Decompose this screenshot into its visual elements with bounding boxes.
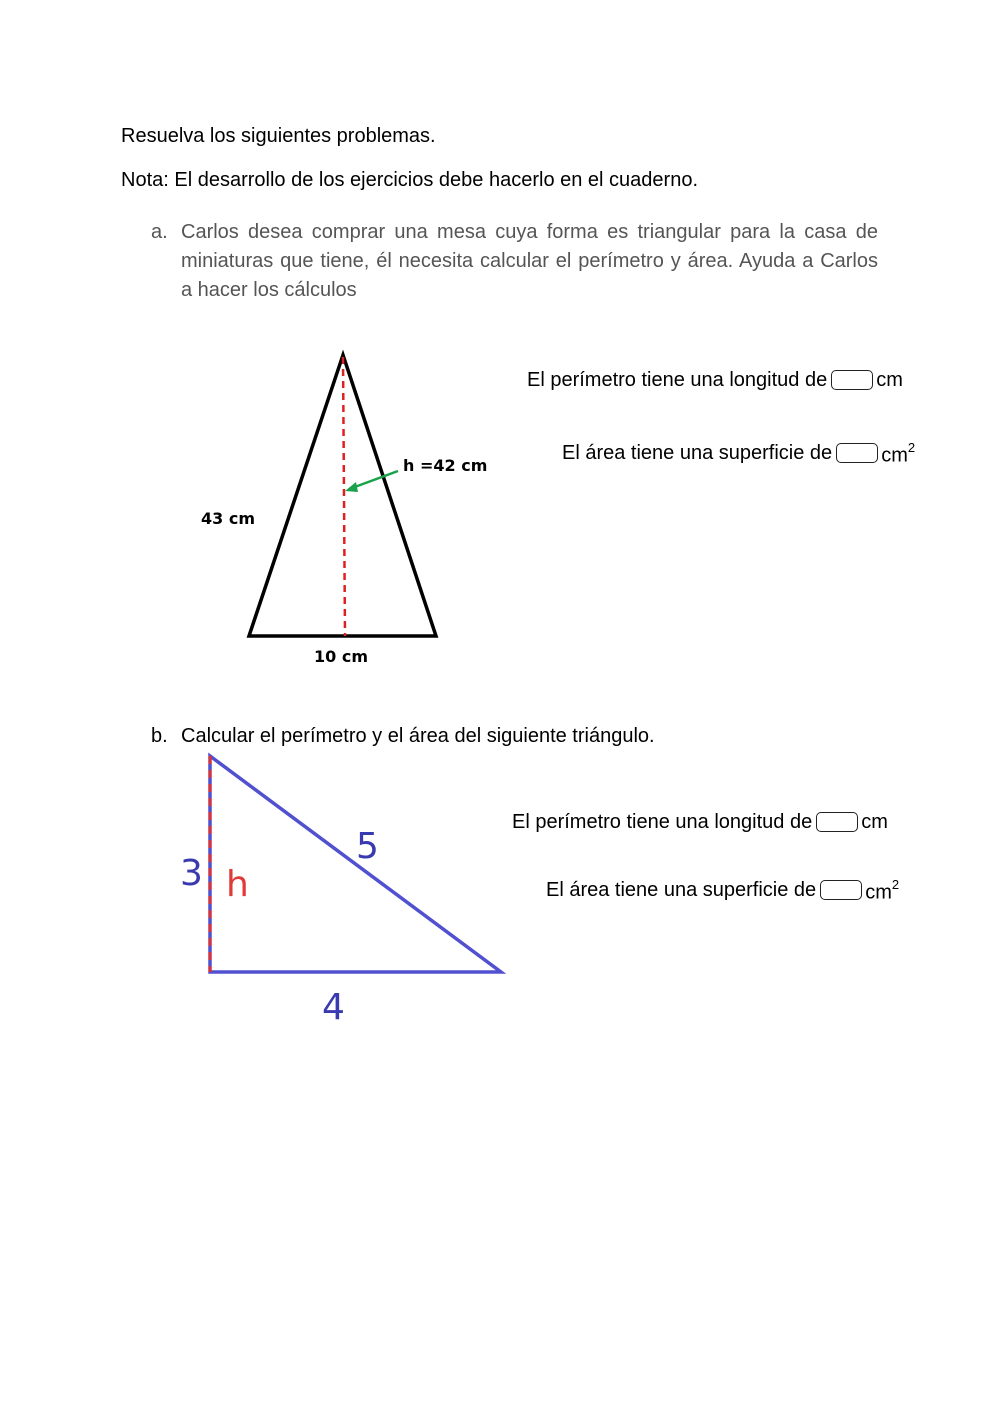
height-arrow	[352, 471, 398, 488]
problem-a-marker: a.	[151, 221, 168, 243]
problem-a-text: Carlos desea comprar una mesa cuya forma es triangular para la casa de miniaturas que tiene, él necesita calcular el perímetro y área. Ayuda a Carlos a hacer los cálculos	[181, 221, 878, 301]
problem-a-perimeter-line	[527, 368, 903, 392]
area-prefix: El área tiene una superficie de	[562, 441, 833, 464]
height-arrow-head	[345, 482, 358, 492]
perimeter-answer-input[interactable]	[816, 812, 858, 832]
problem-a-area-line	[562, 438, 915, 468]
problem-b-marker: b.	[151, 725, 168, 747]
figure-b-base-label: 4	[322, 987, 345, 1028]
perimeter-unit: cm	[876, 369, 903, 391]
area-answer-input[interactable]	[836, 443, 878, 463]
figure-b-side-left-label: 3	[180, 853, 203, 894]
area-prefix: El área tiene una superficie de	[546, 878, 817, 901]
figure-a-base-label: 10 cm	[314, 647, 368, 666]
problem-b-area-line	[546, 875, 899, 905]
area-unit-exponent: 2	[907, 440, 916, 455]
instructions-title: Resuelva los siguientes problemas.	[121, 125, 436, 147]
figure-a-side-label: 43 cm	[201, 509, 255, 528]
figure-b-hypotenuse-label: 5	[356, 826, 379, 867]
problem-b-perimeter-line	[512, 810, 888, 834]
perimeter-unit: cm	[861, 811, 888, 833]
area-unit: cm	[881, 444, 908, 467]
problem-b-text: Calcular el perímetro y el área del siguiente triángulo.	[181, 725, 655, 747]
area-answer-input[interactable]	[820, 880, 862, 900]
perimeter-prefix: El perímetro tiene una longitud de	[527, 369, 828, 391]
figure-a-height-label: h =42 cm	[403, 456, 488, 475]
triangle-a-height-line	[343, 357, 345, 636]
instructions-note: Nota: El desarrollo de los ejercicios debe hacerlo en el cuaderno.	[121, 169, 699, 191]
figure-b-height-label: h	[226, 864, 249, 905]
perimeter-prefix: El perímetro tiene una longitud de	[512, 811, 813, 833]
area-unit-exponent: 2	[891, 877, 900, 892]
perimeter-answer-input[interactable]	[831, 370, 873, 390]
area-unit: cm	[865, 881, 892, 904]
